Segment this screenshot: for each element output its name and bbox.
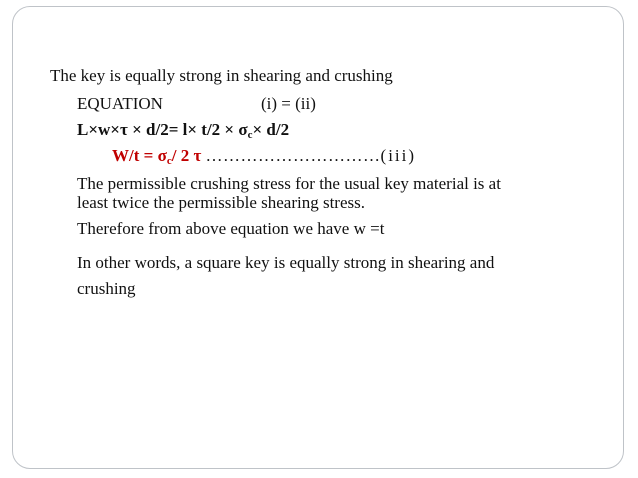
equation-row: [77, 94, 316, 113]
result-lhs: W/t = σ: [112, 146, 167, 165]
equation-reference: (i) = (ii): [261, 94, 316, 113]
formula-lhs: L×w×τ × d/2= l× t/2 × σ: [77, 120, 248, 139]
result-reference: (iii): [380, 146, 417, 165]
intro-text: The key is equally strong in shearing and crushing: [50, 66, 393, 85]
result-rhs: / 2 τ: [171, 146, 202, 165]
stress-text-line-2: least twice the permissible shearing stress.: [77, 193, 365, 212]
formula-rhs: × d/2: [252, 120, 290, 139]
result-subscript: c: [166, 155, 172, 167]
result-formula-line: [112, 146, 416, 171]
equation-label: EQUATION: [77, 94, 163, 113]
stress-text-line-1: The permissible crushing stress for the usual key material is at: [77, 174, 501, 193]
result-dots: …………………………: [205, 146, 381, 165]
conclusion-line-2: crushing: [77, 279, 136, 298]
therefore-text: Therefore from above equation we have w =t: [77, 219, 385, 238]
formula-subscript: c: [247, 129, 253, 141]
formula-line: [77, 120, 289, 145]
conclusion-line-1: In other words, a square key is equally strong in shearing and: [77, 253, 495, 272]
